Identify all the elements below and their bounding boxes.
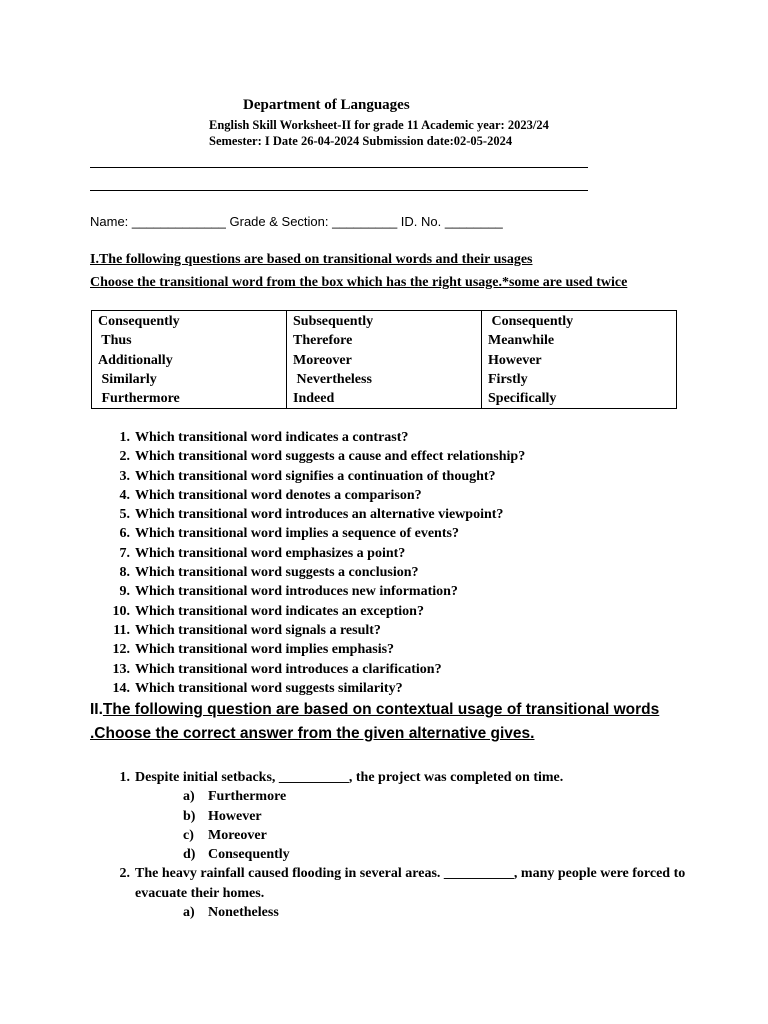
question-number: 11. [113,622,130,638]
question-item [110,447,525,466]
question-item [110,467,525,486]
transitional-word-box [91,310,677,409]
question-number: 14. [112,680,130,696]
section1-instruction: Choose the transitional word from the box which has the right usage.*some are used twice [90,275,628,290]
semester-dates: Semester: I Date 26-04-2024 Submission date:02-05-2024 [209,134,513,148]
question-text: Which transitional word indicates a contrast? [135,430,409,445]
word-box-cell: Nevertheless [293,371,372,387]
question-item [110,544,525,563]
word-box-cell: Specifically [488,391,557,407]
question-item [110,428,525,447]
section2-question-list [110,768,710,922]
option-text: Moreover [208,827,267,843]
word-box-cell: Meanwhile [488,333,555,349]
option-text: Nonetheless [208,905,279,921]
question-text: Which transitional word denotes a comparison? [135,487,422,503]
word-box-cell: Subsequently [293,314,374,329]
question-number: 12. [112,642,130,658]
question-number: 4. [119,487,130,503]
question-item [110,563,525,582]
question-number: 5. [119,507,130,523]
question-number: 1. [119,430,130,445]
word-box-cell: Furthermore [98,391,180,407]
question-item [110,582,525,601]
answer-options [135,787,710,864]
word-box-cell: Thus [98,333,132,349]
question-number: 13. [112,661,130,677]
word-box-cell: Consequently [488,314,574,329]
answer-option [183,807,710,826]
question-text: Which transitional word suggests a conclusion? [135,565,419,581]
section2-title [90,698,730,746]
question-text: The heavy rainfall caused flooding in several areas. __________, many people were forced to evacuate their homes. [135,866,686,901]
option-letter: a) [183,789,195,805]
student-info-line: Name: _____________ Grade & Section: _________ ID. No. ________ [90,214,503,229]
option-letter: a) [183,905,195,921]
question-item [110,524,525,543]
word-box-cell: Firstly [488,371,528,387]
question-item [110,505,525,524]
word-box-row [92,311,677,409]
question-item [110,602,525,621]
word-box-cell: Moreover [293,352,352,368]
word-box-column [482,311,677,409]
option-text: Furthermore [208,789,287,805]
blank-rule-line [90,167,588,168]
question-number: 6. [119,526,130,542]
question-item [110,660,525,679]
option-letter: b) [183,808,196,824]
answer-options [135,903,710,922]
word-box-cell: Additionally [98,352,173,368]
question-number: 1. [119,770,130,785]
question-text: Which transitional word emphasizes a point? [135,545,406,561]
word-box-cell: However [488,352,542,368]
question-number: 9. [119,584,130,600]
question-number: 8. [119,565,130,581]
question-item [110,679,525,698]
word-box-cell: Indeed [293,391,335,407]
question-text: Which transitional word suggests a cause and effect relationship? [135,449,526,465]
word-box-column [92,311,287,409]
worksheet-subtitle: English Skill Worksheet-II for grade 11 Academic year: 2023/24 [209,118,549,132]
answer-option [183,845,710,864]
option-text: Consequently [208,847,290,863]
section1-question-list [110,428,525,698]
question-number: 2. [119,866,130,882]
question-text: Which transitional word suggests similarity? [135,680,403,696]
question-text: Which transitional word indicates an exception? [135,603,424,619]
option-text: However [208,808,262,824]
question-text: Which transitional word signals a result? [135,622,381,638]
answer-option [183,903,710,922]
question-number: 10. [112,603,130,619]
word-box-column [287,311,482,409]
question-number: 7. [119,545,130,561]
word-box-cell: Therefore [293,333,353,349]
blank-rule-line [90,190,588,191]
question-text: Despite initial setbacks, __________, the project was completed on time. [135,770,564,785]
section2-title-line1: The following question are based on contextual usage of transitional words [102,701,660,718]
question-item [110,486,525,505]
word-box-cell: Consequently [98,314,180,329]
question-number: 2. [119,449,130,465]
question-number: 3. [119,468,130,484]
question-text: Which transitional word introduces an alternative viewpoint? [135,507,504,523]
question-item [110,864,710,922]
section2-title-prefix: II. [90,701,103,718]
department-title: Department of Languages [243,97,410,113]
question-item [110,621,525,640]
option-letter: c) [183,827,194,843]
section1-title: I.The following questions are based on transitional words and their usages [90,252,533,267]
question-text: Which transitional word introduces new information? [135,584,458,600]
option-letter: d) [183,847,196,863]
question-text: Which transitional word implies emphasis? [135,642,395,658]
question-text: Which transitional word introduces a clarification? [135,661,442,677]
question-text: Which transitional word implies a sequence of events? [135,526,459,542]
section2-title-line2: .Choose the correct answer from the given alternative gives. [90,725,535,742]
answer-option [183,787,710,806]
question-item [110,640,525,659]
question-item [110,768,710,864]
answer-option [183,826,710,845]
question-text: Which transitional word signifies a continuation of thought? [135,468,496,484]
word-box-cell: Similarly [98,371,157,387]
